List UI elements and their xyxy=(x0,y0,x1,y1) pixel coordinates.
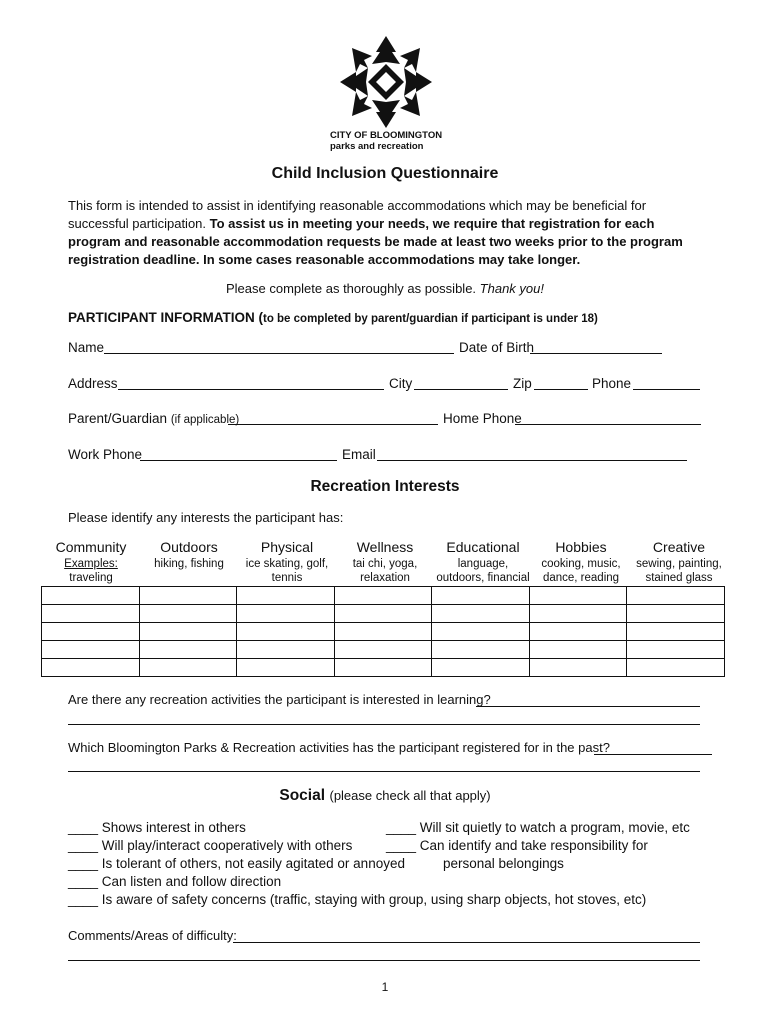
logo-line-2: parks and recreation xyxy=(330,141,424,152)
intro-plain: This form is intended to assist in identifying reasonable accommodations which may be beneficial for successful participation. xyxy=(68,198,647,231)
q-past-field-2[interactable] xyxy=(68,771,700,772)
intro-bold: To assist us in meeting your needs, we require that registration for each program and reasonable accommodation requests be made at least two weeks prior to the program registration deadline. In some cases reasonable accommodations may take longer. xyxy=(68,216,683,267)
column-creative: Creative sewing, painting, stained glass xyxy=(636,539,722,584)
interest-cell[interactable] xyxy=(139,605,237,623)
email-label: Email xyxy=(342,447,376,462)
q-past-field-1[interactable] xyxy=(594,754,712,755)
work-phone-label: Work Phone xyxy=(68,447,143,462)
home-phone-label: Home Phone xyxy=(443,411,522,426)
column-community: Community Examples: traveling xyxy=(55,539,127,584)
guardian-field[interactable] xyxy=(228,424,438,425)
interest-cell[interactable] xyxy=(237,623,335,641)
interest-cell[interactable] xyxy=(42,641,140,659)
table-row xyxy=(42,641,725,659)
interest-cell[interactable] xyxy=(139,659,237,677)
interest-cell[interactable] xyxy=(432,641,530,659)
q-past-label: Which Bloomington Parks & Recreation activities has the participant registered for in the past? xyxy=(68,740,610,755)
thank-you-note: Thank you! xyxy=(479,281,544,296)
interest-cell[interactable] xyxy=(139,587,237,605)
city-label: City xyxy=(389,376,413,391)
comments-field-2[interactable] xyxy=(68,960,700,961)
social-check-interest[interactable]: ____ Shows interest in others xyxy=(68,820,246,835)
table-row xyxy=(42,659,725,677)
social-check-cooperative[interactable]: ____ Will play/interact cooperatively with others xyxy=(68,838,353,853)
recreation-heading: Recreation Interests xyxy=(310,478,460,495)
column-outdoors: Outdoors hiking, fishing xyxy=(154,539,224,570)
column-hobbies: Hobbies cooking, music, dance, reading xyxy=(541,539,621,584)
dob-label: Date of Birth xyxy=(459,340,535,355)
interests-grid xyxy=(41,586,725,677)
home-phone-field[interactable] xyxy=(515,424,701,425)
phone-label: Phone xyxy=(592,376,632,391)
address-label: Address xyxy=(68,376,118,391)
social-note: (please check all that apply) xyxy=(329,788,491,803)
page-number: 1 xyxy=(381,980,389,994)
work-phone-field[interactable] xyxy=(140,460,337,461)
column-wellness: Wellness tai chi, yoga, relaxation xyxy=(352,539,418,584)
interest-cell[interactable] xyxy=(42,587,140,605)
interest-cell[interactable] xyxy=(42,605,140,623)
interest-cell[interactable] xyxy=(529,587,627,605)
guardian-note: (if applicable) xyxy=(170,414,240,426)
column-educational: Educational language, outdoors, financial xyxy=(436,539,530,584)
social-check-tolerant[interactable]: ____ Is tolerant of others, not easily agitated or annoyed xyxy=(68,856,405,871)
interest-cell[interactable] xyxy=(627,623,725,641)
social-check-direction[interactable]: ____ Can listen and follow direction xyxy=(68,874,282,889)
interest-cell[interactable] xyxy=(237,605,335,623)
interest-cell[interactable] xyxy=(334,641,432,659)
participant-heading: PARTICIPANT INFORMATION (to be completed by parent/guardian if participant is under 18) xyxy=(68,310,598,325)
interest-cell[interactable] xyxy=(529,641,627,659)
interest-cell[interactable] xyxy=(42,623,140,641)
interest-cell[interactable] xyxy=(237,587,335,605)
social-check-sit-quietly[interactable]: ____ Will sit quietly to watch a program, movie, etc xyxy=(386,820,690,835)
address-field[interactable] xyxy=(118,389,384,390)
interest-cell[interactable] xyxy=(627,641,725,659)
email-field[interactable] xyxy=(377,460,687,461)
interest-cell[interactable] xyxy=(139,623,237,641)
city-field[interactable] xyxy=(414,389,508,390)
table-row xyxy=(42,587,725,605)
interest-cell[interactable] xyxy=(237,659,335,677)
interest-cell[interactable] xyxy=(334,659,432,677)
column-physical: Physical ice skating, golf, tennis xyxy=(245,539,329,584)
logo-line-1: CITY OF BLOOMINGTON xyxy=(330,130,443,141)
name-field[interactable] xyxy=(104,353,454,354)
interest-cell[interactable] xyxy=(529,623,627,641)
dob-field[interactable] xyxy=(530,353,662,354)
interest-cell[interactable] xyxy=(334,587,432,605)
social-heading: Social (please check all that apply) xyxy=(279,787,491,804)
zip-label: Zip xyxy=(513,376,532,391)
q-learning-field-2[interactable] xyxy=(68,724,700,725)
name-label: Name xyxy=(68,340,105,355)
q-learning-field-1[interactable] xyxy=(476,706,700,707)
social-check-responsibility-cont: personal belongings xyxy=(443,856,564,871)
interest-cell[interactable] xyxy=(627,659,725,677)
examples-label: Examples: xyxy=(64,558,118,570)
phone-field[interactable] xyxy=(633,389,700,390)
interest-cell[interactable] xyxy=(432,659,530,677)
interest-cell[interactable] xyxy=(627,587,725,605)
q-learning-label: Are there any recreation activities the participant is interested in learning? xyxy=(68,692,491,707)
interest-cell[interactable] xyxy=(627,605,725,623)
social-check-safety[interactable]: ____ Is aware of safety concerns (traffic, staying with group, using sharp objects, hot stoves, etc) xyxy=(68,892,647,907)
zip-field[interactable] xyxy=(534,389,588,390)
participant-heading-note: to be completed by parent/guardian if participant is under 18) xyxy=(262,313,598,325)
interest-cell[interactable] xyxy=(432,605,530,623)
intro-paragraph xyxy=(68,197,708,269)
interest-cell[interactable] xyxy=(529,605,627,623)
complete-note: Please complete as thoroughly as possible. Thank you! xyxy=(226,281,544,296)
guardian-label: Parent/Guardian (if applicable) xyxy=(68,411,240,426)
comments-label: Comments/Areas of difficulty: xyxy=(68,928,237,943)
city-of-bloomington-logo-icon xyxy=(338,34,434,130)
table-row xyxy=(42,605,725,623)
interest-cell[interactable] xyxy=(432,587,530,605)
interest-cell[interactable] xyxy=(334,605,432,623)
recreation-prompt: Please identify any interests the participant has: xyxy=(68,510,344,525)
table-row xyxy=(42,623,725,641)
page-title: Child Inclusion Questionnaire xyxy=(271,165,499,182)
interest-cell[interactable] xyxy=(237,641,335,659)
interest-cell[interactable] xyxy=(42,659,140,677)
interest-cell[interactable] xyxy=(139,641,237,659)
comments-field-1[interactable] xyxy=(233,942,700,943)
interest-cell[interactable] xyxy=(432,623,530,641)
interest-cell[interactable] xyxy=(334,623,432,641)
social-check-responsibility[interactable]: ____ Can identify and take responsibility for xyxy=(386,838,648,853)
interest-cell[interactable] xyxy=(529,659,627,677)
